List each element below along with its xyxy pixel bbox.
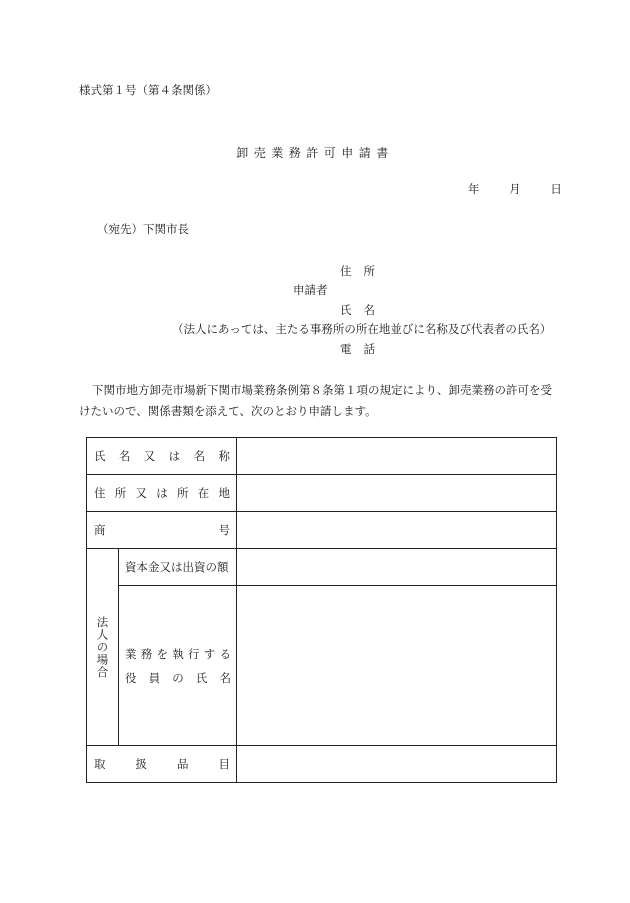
applicant-phone-label: 電話 [340,342,387,356]
name-field[interactable] [237,438,557,475]
table-row [87,475,557,512]
items-field[interactable] [237,746,557,783]
capital-field[interactable] [237,549,557,586]
trade-name-row-label [87,512,237,549]
items-row-label [87,746,237,783]
table-row [87,512,557,549]
applicant-address-label: 住所 [340,264,387,278]
address-field[interactable] [237,475,557,512]
applicant-label: 申請者 [293,283,328,297]
table-row [87,438,557,475]
items-row-label-text: 取 扱 品 目 [94,757,230,771]
officers-label-line1: 業 務 を 執 行 す る [125,646,231,661]
name-row-label-text: 氏 名 又 は 名 称 [94,449,230,463]
officers-label-line2: 役 員 の 氏 名 [125,670,231,685]
table-row [87,746,557,783]
officers-field[interactable] [237,586,557,746]
date-month-label: 月 [509,182,521,196]
trade-name-field[interactable] [237,512,557,549]
application-table [86,437,557,783]
name-row-label [87,438,237,475]
corporation-group-cell [87,549,119,746]
trade-name-row-label-text: 商 号 [94,523,230,537]
form-number: 様式第１号（第４条関係） [79,83,217,97]
addressee: （宛先）下関市長 [97,222,189,236]
address-row-label-text: 住 所 又 は 所 在 地 [94,486,230,500]
table-row [87,549,557,586]
address-row-label [87,475,237,512]
application-statement: 下関市地方卸売市場新下関市場業務条例第８条第１項の規定により、卸売業務の許可を受けたいので、関係書類を添えて、次のとおり申請します。 [79,383,552,418]
date-day-label: 日 [550,182,562,196]
corporation-group-label: 法人の場合 [95,615,110,679]
capital-row-label: 資本金又は出資の額 [119,549,237,586]
corporation-note: （法人にあっては、主たる事務所の所在地並びに名称及び代表者の氏名） [172,322,552,336]
date-line [468,181,562,197]
officers-row-label [119,586,237,746]
applicant-name-label: 氏名 [340,303,387,317]
table-row [87,586,557,746]
date-year-label: 年 [468,182,480,196]
document-title: 卸売業務許可申請書 [236,146,394,160]
